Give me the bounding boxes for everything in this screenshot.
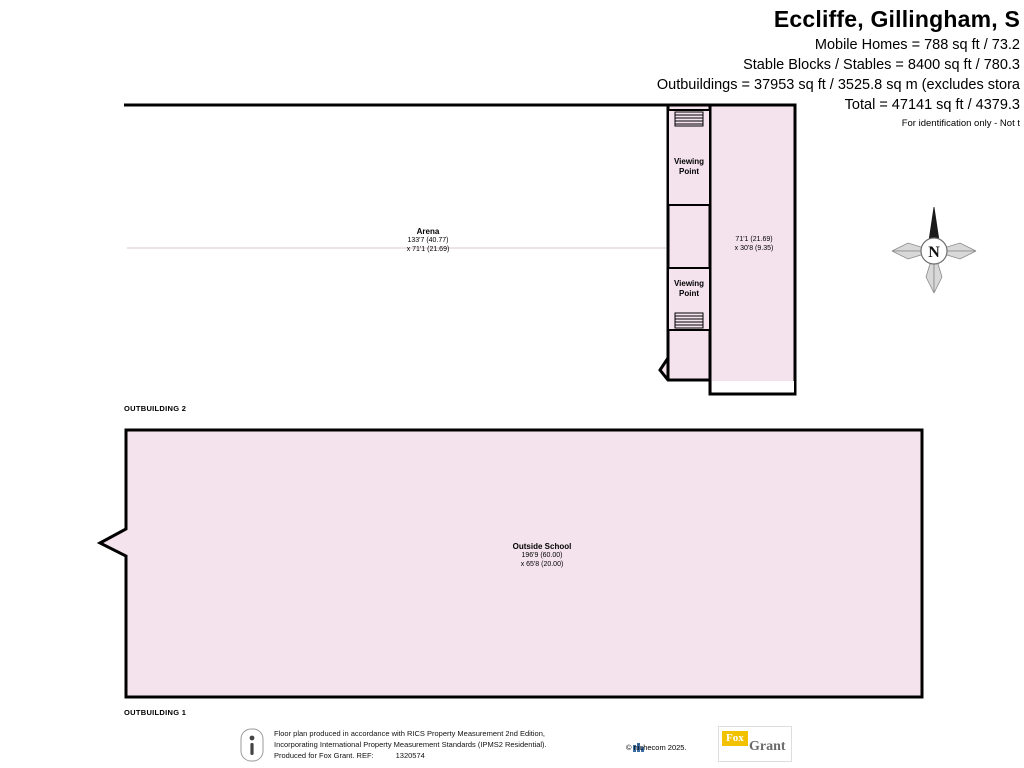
page-title: Eccliffe, Gillingham, S [773,6,1020,32]
outside-school-name: Outside School [512,542,572,551]
outside-school-dim-2: x 65'8 (20.00) [520,560,564,568]
outbuilding-2-shape [124,105,795,394]
outbuilding-1-shape [100,430,922,697]
viewing-point-bottom-line1: Viewing [673,279,705,288]
area-summary-mobile-homes: Mobile Homes = 788 sq ft / 73.2 [814,37,1020,53]
viewing-point-top-line1: Viewing [673,157,705,166]
footer-disclaimer [274,729,547,762]
plan-footer [236,726,836,766]
area-summary-outbuildings: Outbuildings = 37953 sq ft / 3525.8 sq m (excludes stora [656,77,1020,93]
outbuilding-1-caption: OUTBUILDING 1 [124,708,187,717]
footer-line-1: Floor plan produced in accordance with RICS Property Measurement 2nd Edition, [274,729,545,738]
compass-icon [888,205,980,297]
right-bay-dimensions [708,235,800,253]
fox-grant-logo-fox: Fox [722,731,748,746]
footer-copyright: © nichecom 2025. [626,743,687,752]
area-summary-stable-blocks: Stable Blocks / Stables = 8400 sq ft / 780.3 [743,57,1020,73]
footer-line-2: Incorporating International Property Measurement Standards (IPMS2 Residential). [274,739,547,749]
compass-north-label: N [928,244,940,261]
area-summary-total: Total = 47141 sq ft / 4379.3 [844,97,1020,113]
arena-dim-1: 133'7 (40.77) [407,237,449,244]
outside-school-dim-1: 196'9 (60.00) [521,552,563,559]
identification-note: For identification only - Not t [901,118,1020,129]
arena-dim-2: x 71'1 (21.69) [406,245,450,253]
outbuilding-2-caption: OUTBUILDING 2 [124,404,187,413]
viewing-point-top-line2: Point [679,167,699,176]
info-icon [240,728,264,762]
footer-ref-number: 1320574 [395,750,425,760]
fox-grant-logo-grant: Grant [749,739,786,754]
fox-grant-logo[interactable] [718,726,792,762]
right-bay-dim-2: x 30'8 (9.35) [734,245,774,253]
arena-name: Arena [416,227,440,236]
footer-line-3: Produced for Fox Grant. REF: [274,750,374,760]
viewing-point-bottom-line2: Point [679,289,699,298]
right-bay-dim-1: 71'1 (21.69) [735,236,773,243]
